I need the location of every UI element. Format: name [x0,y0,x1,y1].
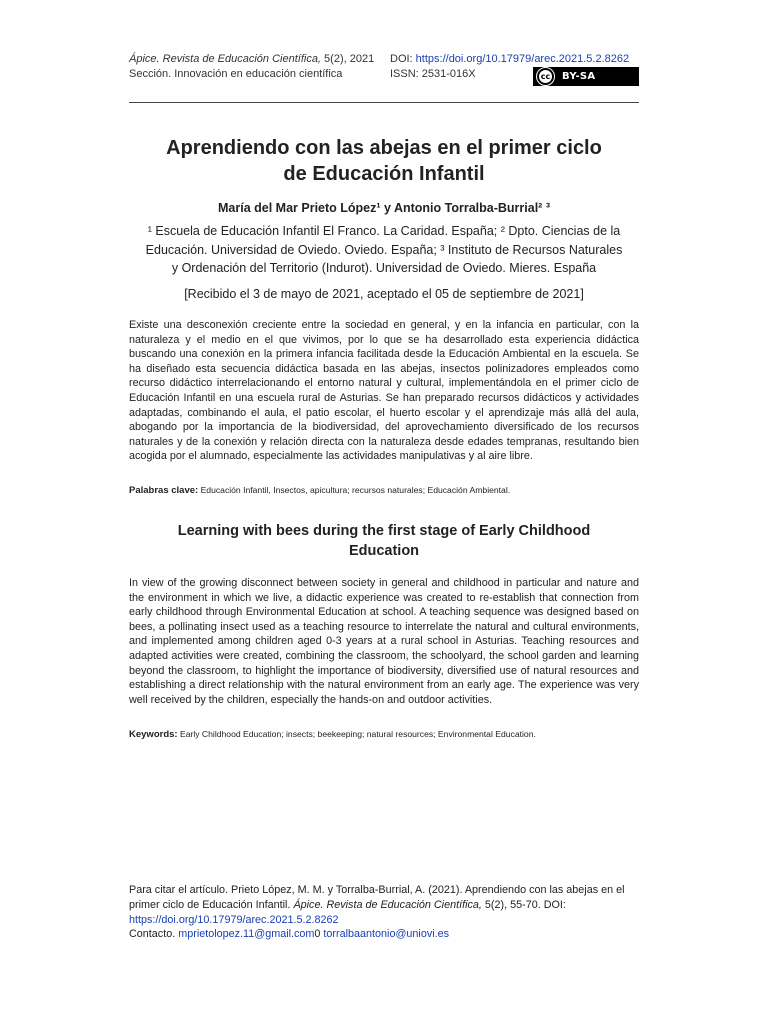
journal-issue: 5(2), 2021 [321,53,375,65]
affiliation-line-1: ¹ Escuela de Educación Infantil El Franco. La Caridad. España; ² Dpto. Ciencias de la [147,224,621,238]
received-accepted-dates: [Recibido el 3 de mayo de 2021, aceptado el 05 de septiembre de 2021] [184,287,584,301]
journal-name: Ápice. Revista de Educación Científica, [129,53,321,65]
contact-email-1[interactable]: mprietolopez.11@gmail.com [178,928,315,941]
affiliation-line-2: Educación. Universidad de Oviedo. Oviedo. España; ³ Instituto de Recursos Naturales [145,242,623,257]
keywords-english [129,729,639,740]
journal-header [129,52,374,82]
english-title [129,521,639,561]
authors: María del Mar Prieto López¹ y Antonio Torralba-Burrial² ³ [218,201,550,215]
contact-separator: 0 [314,928,324,941]
issn: ISSN: 2531-016X [390,68,476,80]
affiliation-line-3: y Ordenación del Territorio (Indurot). Universidad de Oviedo. Mieres. España [171,261,597,275]
title-line-2: de Educación Infantil [283,163,485,185]
keywords-label-english: Keywords: [129,729,178,740]
keywords-spanish [129,485,639,496]
header-divider [129,102,639,103]
citation-suffix: 5(2), 55-70. DOI: [481,898,566,911]
article-title [129,135,639,187]
contact-email-2[interactable]: torralbaantonio@uniovi.es [323,928,450,941]
keywords-list-spanish: Educación Infantil, Insectos, apicultura; recursos naturales; Educación Ambiental. [198,485,511,495]
title-line-1: Aprendiendo con las abejas en el primer ciclo [166,137,602,159]
citation-journal: Ápice. Revista de Educación Científica, [293,898,482,911]
abstract-spanish: Existe una desconexión creciente entre la sociedad en general, y en la infancia en particular, con la naturaleza y el medio en el que vivimos, por lo que se ha desarrollado esta experiencia didáctica buscando una conexión en la primera infancia facilitada desde la Educación Ambiental en la escuela. Se ha diseñado esta secuencia didáctica basada en las abejas, insectos polinizadores empleados como recurso didáctico interrelacionando el entorno natural y cultural, implementándola en el primer ciclo de Educación Infantil en una escuela rural de Asturias. Se han preparado recursos didácticos y actividades adaptadas, combinando el aula, el patio escolar, el huerto escolar y el aprendizaje más allá del aula, abogando por la importancia de la biodiversidad, del aprovechamiento diversificado de los recursos naturales y de la conexión y relación directa con la naturaleza desde edades tempranas, resultando bien acogida por el alumnado, especialmente las actividades manipulativas y al aire libre. [129,319,639,463]
journal-section: Sección. Innovación en educación científica [129,68,343,80]
keywords-list-english: Early Childhood Education; insects; beekeeping; natural resources; Environmental Education. [177,729,536,739]
creative-commons-icon: cc [537,68,554,85]
doi-link[interactable]: https://doi.org/10.17979/arec.2021.5.2.8262 [415,53,630,65]
keywords-label-spanish: Palabras clave: [129,485,199,496]
contact-label: Contacto. [129,928,179,941]
english-title-line-1: Learning with bees during the first stage of Early Childhood [177,523,591,539]
english-title-line-2: Education [348,543,420,559]
affiliations [129,222,639,278]
citation-prefix: Para citar el artículo. Prieto López, M. M. y Torralba-Burrial, A. (2021). Aprendiendo con las abejas en el primer ciclo de Educación Infantil. [129,884,625,911]
license-label: BY-SA [562,71,596,82]
cc-license-badge[interactable] [533,67,639,86]
doi-label: DOI: [390,53,416,65]
abstract-english: In view of the growing disconnect between society in general and childhood in particular and nature and the environment in which we live, a didactic experience was created to re-establish that connection from early childhood through Environmental Education at school. A teaching sequence was designed based on bees, a pollinating insect used as a teaching resource to interrelate the natural and cultural environments, and implemented among children aged 0-3 years at a rural school in Asturias. Teaching resources and adapted activities were created, combining the classroom, the schoolyard, the school garden and learning beyond the classroom, to highlight the importance of biodiversity, diversified use of natural resources and establishing a direct relationship with the natural environment from an early age. The experience was very well received by the children, especially the hands-on and outdoor activities. [129,577,639,706]
citation-block [129,883,641,942]
citation-doi-link[interactable]: https://doi.org/10.17979/arec.2021.5.2.8262 [129,913,339,926]
